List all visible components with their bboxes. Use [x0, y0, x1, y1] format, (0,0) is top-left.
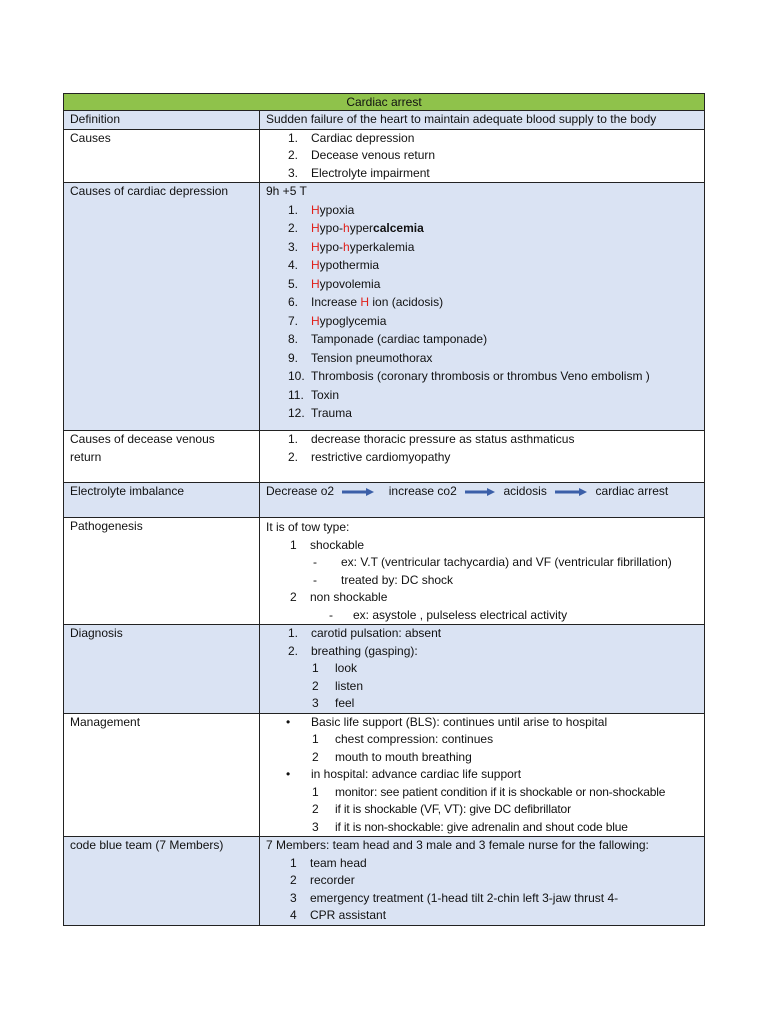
list-item: • in hospital: advance cardiac life support: [286, 767, 522, 781]
list-item: 4. Hypothermia: [288, 258, 380, 272]
list-item: 8. Tamponade (cardiac tamponade): [288, 332, 488, 346]
list-item: 1. Cardiac depression: [288, 130, 415, 145]
row-label: code blue team (7 Members): [64, 837, 260, 926]
code-blue-intro: 7 Members: team head and 3 male and 3 female nurse for the fallowing:: [266, 838, 649, 852]
list-item: 9. Tension pneumothorax: [288, 350, 433, 365]
right-arrow-icon: [341, 487, 375, 497]
venous-return-list: [266, 431, 698, 466]
list-item: 2. Decease venous return: [288, 148, 436, 162]
row-pathogenesis: [64, 518, 705, 625]
list-item: 2 if it is shockable (VF, VT): give DC defibrillator: [312, 802, 571, 816]
row-label: Causes of decease venous return: [70, 432, 215, 464]
list-item: 3. Hypo-hyperkalemia: [288, 239, 415, 254]
list-item: 7. Hypoglycemia: [288, 313, 387, 328]
list-item: 1 shockable: [290, 537, 365, 552]
pathogenesis-intro: It is of tow type:: [266, 520, 350, 534]
row-label: Management: [64, 713, 260, 837]
row-causes: [64, 129, 705, 183]
row-label: Electrolyte imbalance: [64, 483, 260, 518]
row-label: Causes of cardiac depression: [64, 183, 260, 431]
list-item: 10. Thrombosis (coronary thrombosis or thrombus Veno embolism ): [288, 369, 650, 383]
cardiac-arrest-table: [63, 93, 705, 926]
row-electrolyte: [64, 483, 705, 518]
list-item: 3 emergency treatment (1-head tilt 2-chin left 3-jaw thrust 4-: [290, 890, 619, 905]
row-label: Diagnosis: [64, 625, 260, 714]
right-arrow-icon: [464, 487, 496, 497]
list-item: 2. restrictive cardiomyopathy: [288, 449, 451, 464]
cardiac-depression-list: [266, 201, 698, 423]
row-definition: [64, 111, 705, 130]
electrolyte-step: acidosis: [503, 484, 547, 498]
list-item: 4 CPR assistant: [290, 908, 387, 922]
mnemonic-intro: 9h +5 T: [266, 184, 307, 198]
definition-text: Sudden failure of the heart to maintain adequate blood supply to the body: [260, 111, 705, 130]
list-item: 1 team head: [290, 855, 367, 870]
list-item: 2 mouth to mouth breathing: [312, 749, 472, 764]
list-item: 2. breathing (gasping):: [288, 643, 418, 658]
list-item: 1 chest compression: continues: [312, 732, 494, 746]
causes-list: [266, 130, 698, 183]
list-item: - ex: V.T (ventricular tachycardia) and VF (ventricular fibrillation): [313, 555, 672, 569]
row-cardiac-depression: [64, 183, 705, 431]
list-item: 1 look: [312, 661, 358, 675]
list-item: 12. Trauma: [288, 406, 352, 420]
right-arrow-icon: [554, 487, 588, 497]
table-title: Cardiac arrest: [64, 94, 705, 111]
electrolyte-step: cardiac arrest: [595, 484, 669, 498]
row-label: Pathogenesis: [64, 518, 260, 625]
list-item: 2 recorder: [290, 873, 355, 887]
electrolyte-step: increase co2: [388, 484, 457, 498]
list-item: 1. Hypoxia: [288, 202, 355, 217]
list-item: - ex: asystole , pulseless electrical activity: [329, 607, 568, 622]
row-management: [64, 713, 705, 837]
electrolyte-step: Decrease o2: [266, 484, 335, 498]
list-item: 3 feel: [312, 696, 355, 710]
list-item: 2 non shockable: [290, 590, 388, 604]
list-item: 6. Increase H ion (acidosis): [288, 295, 444, 309]
row-venous-return: [64, 431, 705, 483]
list-item: - treated by: DC shock: [313, 572, 454, 587]
list-item: 2. Hypo-hypercalcemia: [288, 221, 424, 235]
list-item: 1. decrease thoracic pressure as status asthmaticus: [288, 432, 575, 446]
row-label: Definition: [64, 111, 260, 130]
list-item: 11. Toxin: [288, 387, 340, 402]
list-item: 2 listen: [312, 678, 364, 693]
row-code-blue: [64, 837, 705, 926]
list-item: 3. Electrolyte impairment: [288, 165, 430, 180]
list-item: 3 if it is non-shockable: give adrenalin and shout code blue: [312, 819, 628, 834]
list-item: 5. Hypovolemia: [288, 276, 381, 291]
list-item: 1 monitor: see patient condition if it is shockable or non-shockable: [312, 784, 666, 799]
row-diagnosis: [64, 625, 705, 714]
list-item: • Basic life support (BLS): continues until arise to hospital: [286, 714, 608, 729]
row-label: Causes: [64, 129, 260, 183]
list-item: 1. carotid pulsation: absent: [288, 626, 442, 640]
